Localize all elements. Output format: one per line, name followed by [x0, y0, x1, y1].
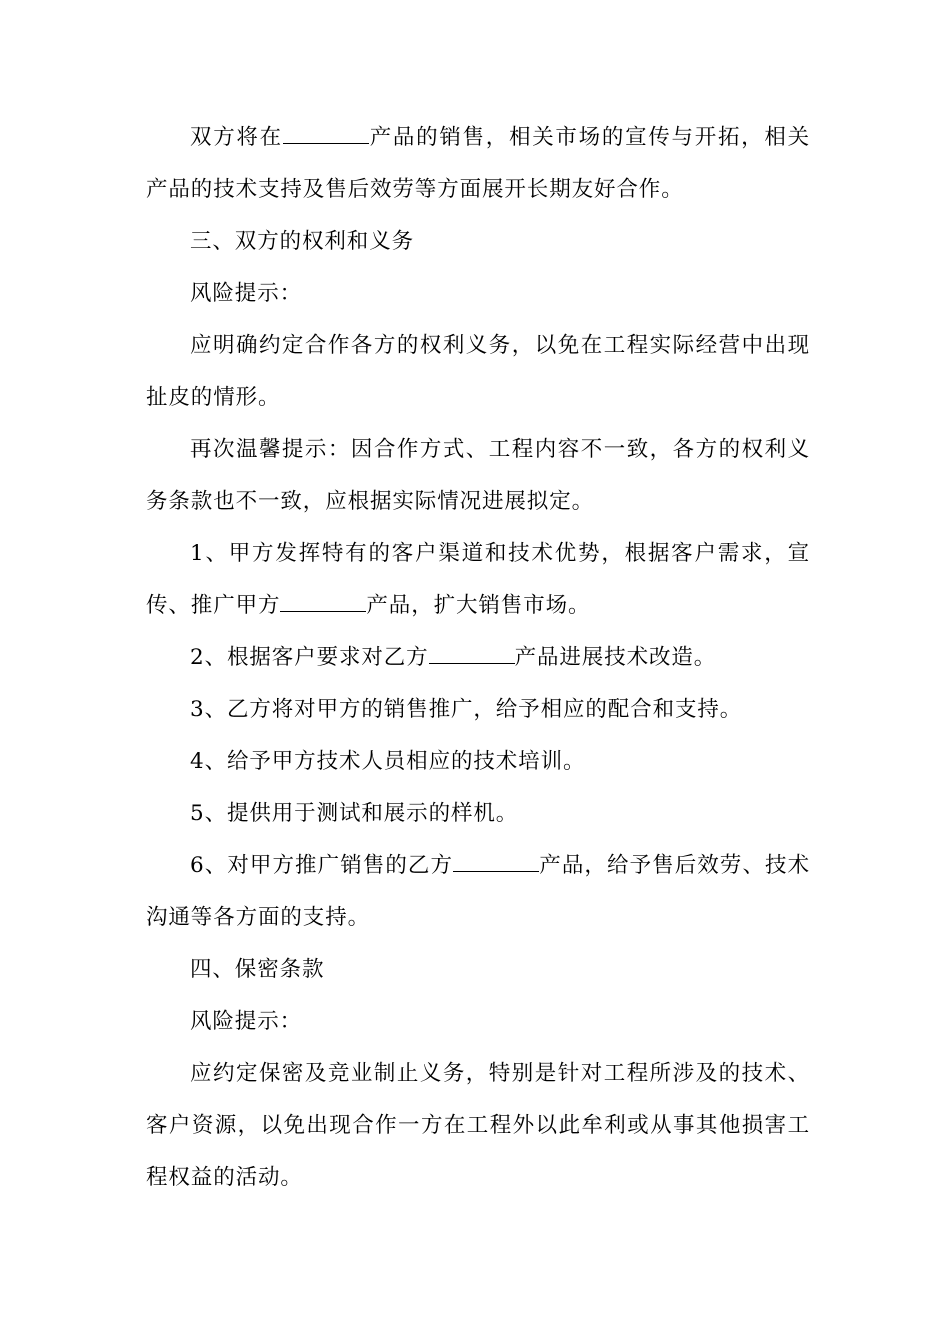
clause-3: 3、乙方将对甲方的销售推广，给予相应的配合和支持。 [190, 697, 743, 722]
clause-4: 4、给予甲方技术人员相应的技术培训。 [190, 749, 586, 774]
paragraph-text: 产品的销售，相关市场的宣传与开拓，相关产品的技术支持及售后效劳等方面展开长期友好合作。 [146, 125, 810, 202]
clause-5: 5、提供用于测试和展示的样机。 [190, 801, 519, 826]
paragraph-text: 1、甲方发挥特有的客户渠道和技术优势，根据客户需求，宣传、推广甲方 [146, 541, 810, 618]
paragraph-risk-tip-rights: 应明确约定合作各方的权利义务，以免在工程实际经营中出现扯皮的情形。 [146, 333, 810, 410]
section-heading-rights-obligations: 三、双方的权利和义务 [190, 229, 415, 254]
clause-1 [146, 528, 810, 632]
paragraph-text: 6、对甲方推广销售的乙方 [190, 853, 454, 878]
fill-in-blank [429, 644, 515, 664]
risk-tip-label: 风险提示： [190, 281, 303, 306]
paragraph-text: 产品进展技术改造。 [514, 645, 717, 670]
paragraph-reminder: 再次温馨提示：因合作方式、工程内容不一致，各方的权利义务条款也不一致，应根据实际情况进展拟定。 [146, 437, 810, 514]
fill-in-blank [453, 852, 539, 872]
paragraph-risk-tip-confidentiality: 应约定保密及竞业制止义务，特别是针对工程所涉及的技术、客户资源，以免出现合作一方在工程外以此牟利或从事其他损害工程权益的活动。 [146, 1061, 810, 1190]
risk-tip-label: 风险提示： [190, 1009, 303, 1034]
fill-in-blank [283, 124, 369, 144]
section-heading-confidentiality: 四、保密条款 [190, 957, 325, 982]
paragraph-text: 产品，给予售后效劳、技术沟通等各方面的支持。 [146, 853, 810, 930]
paragraph-text: 双方将在 [190, 125, 283, 150]
paragraph-text: 产品，扩大销售市场。 [366, 593, 591, 618]
paragraph-text: 2、根据客户要求对乙方 [190, 645, 429, 670]
fill-in-blank [280, 592, 366, 612]
clause-6 [146, 840, 810, 944]
clause-2 [146, 632, 810, 684]
document-body [146, 112, 810, 1204]
paragraph-cooperation-scope [146, 112, 810, 216]
